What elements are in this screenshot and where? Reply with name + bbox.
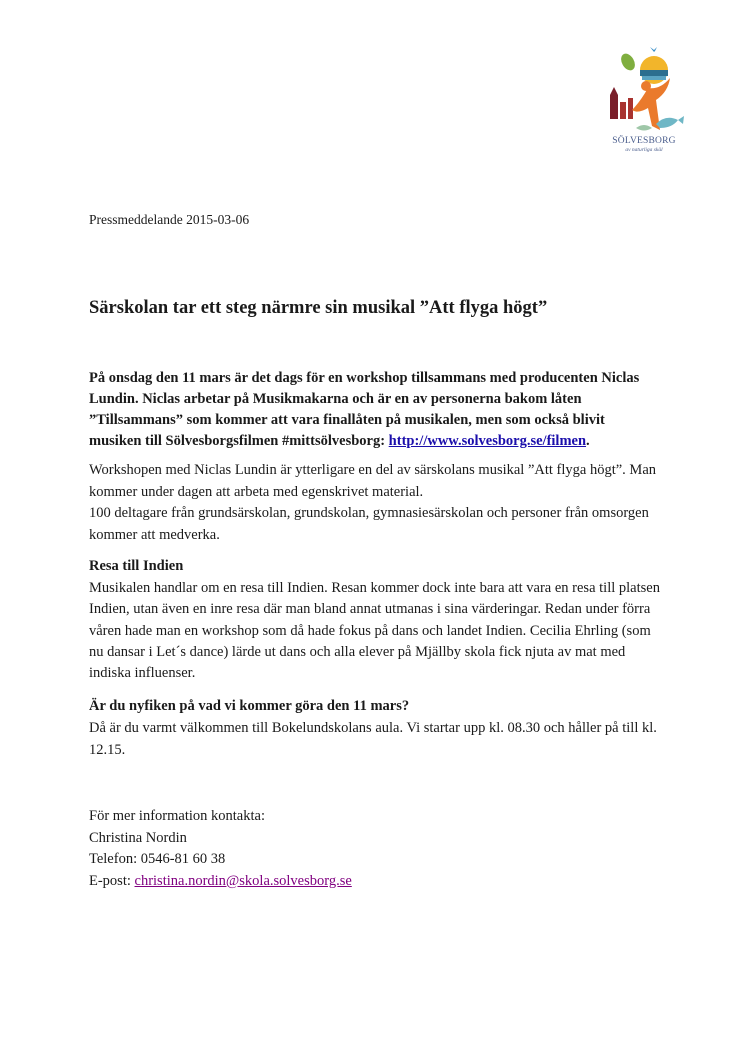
- contact-email-line: [89, 871, 352, 893]
- tower-icon: [610, 87, 618, 119]
- lead-end: .: [586, 433, 590, 449]
- bird-icon: [650, 47, 657, 52]
- leaf-icon: [618, 51, 637, 73]
- lead-paragraph: [89, 368, 649, 452]
- email-link[interactable]: christina.nordin@skola.solvesborg.se: [134, 872, 352, 889]
- lead-text: På onsdag den 11 mars är det dags för en workshop tillsammans med producenten Niclas Lundin. Niclas arbetar på Musikmakarna och är en av personerna bakom låten ”Tillsammans” som kommer att vara finallåten på musikalen, men som också blivit musiken till Sölvesborgsfilmen #mittsölvesborg:: [89, 370, 640, 449]
- logo-text: [596, 136, 692, 153]
- body-paragraph: [89, 460, 659, 546]
- contact-name: Christina Nordin: [89, 829, 187, 846]
- fish-icon: [656, 116, 684, 128]
- page-title: Särskolan tar ett steg närmre sin musikal ”Att flyga högt”: [89, 298, 548, 318]
- contact-phone: Telefon: 0546-81 60 38: [89, 851, 226, 867]
- section-text-resa: Musikalen handlar om en resa till Indien. Resan kommer dock inte bara att vara en resa till platsen Indien, utan även en inre resa där man bland annat utmanas i sina värderingar. Redan under förra våren hade man en workshop som då hade fokus på dans och landet Indien. Cecilia Ehrling (som nu dansar i Let´s dance) lärde ut dans och alla elever på Mjällby skola fick njuta av mat med indiska influenser.: [89, 580, 660, 682]
- press-release-date: Pressmeddelande 2015-03-06: [89, 212, 250, 227]
- workshop-text: Workshopen med Niclas Lundin är ytterligare en del av särskolans musikal ”Att flyga högt”. Man kommer under dagen att arbeta med egenskrivet material.: [89, 462, 657, 500]
- section-heading-resa: Resa till Indien: [89, 558, 184, 574]
- film-link[interactable]: http://www.solvesborg.se/filmen: [388, 433, 587, 449]
- logo-name: SÖLVESBORG: [612, 136, 676, 146]
- logo-tagline: av naturliga skäl: [625, 147, 663, 153]
- section-text-nyfiken: Då är du varmt välkommen till Bokelundskolans aula. Vi startar upp kl. 08.30 och håller på till kl. 12.15.: [89, 720, 657, 758]
- participants-text: 100 deltagare från grundsärskolan, grundskolan, gymnasiesärskolan och personer från omsorgen kommer att medverka.: [89, 505, 649, 543]
- contact-intro: För mer information kontakta:: [89, 808, 265, 824]
- contact-block: [89, 806, 352, 892]
- email-label: E-post:: [89, 872, 135, 889]
- section-heading-nyfiken: Är du nyfiken på vad vi kommer göra den 11 mars?: [89, 698, 410, 714]
